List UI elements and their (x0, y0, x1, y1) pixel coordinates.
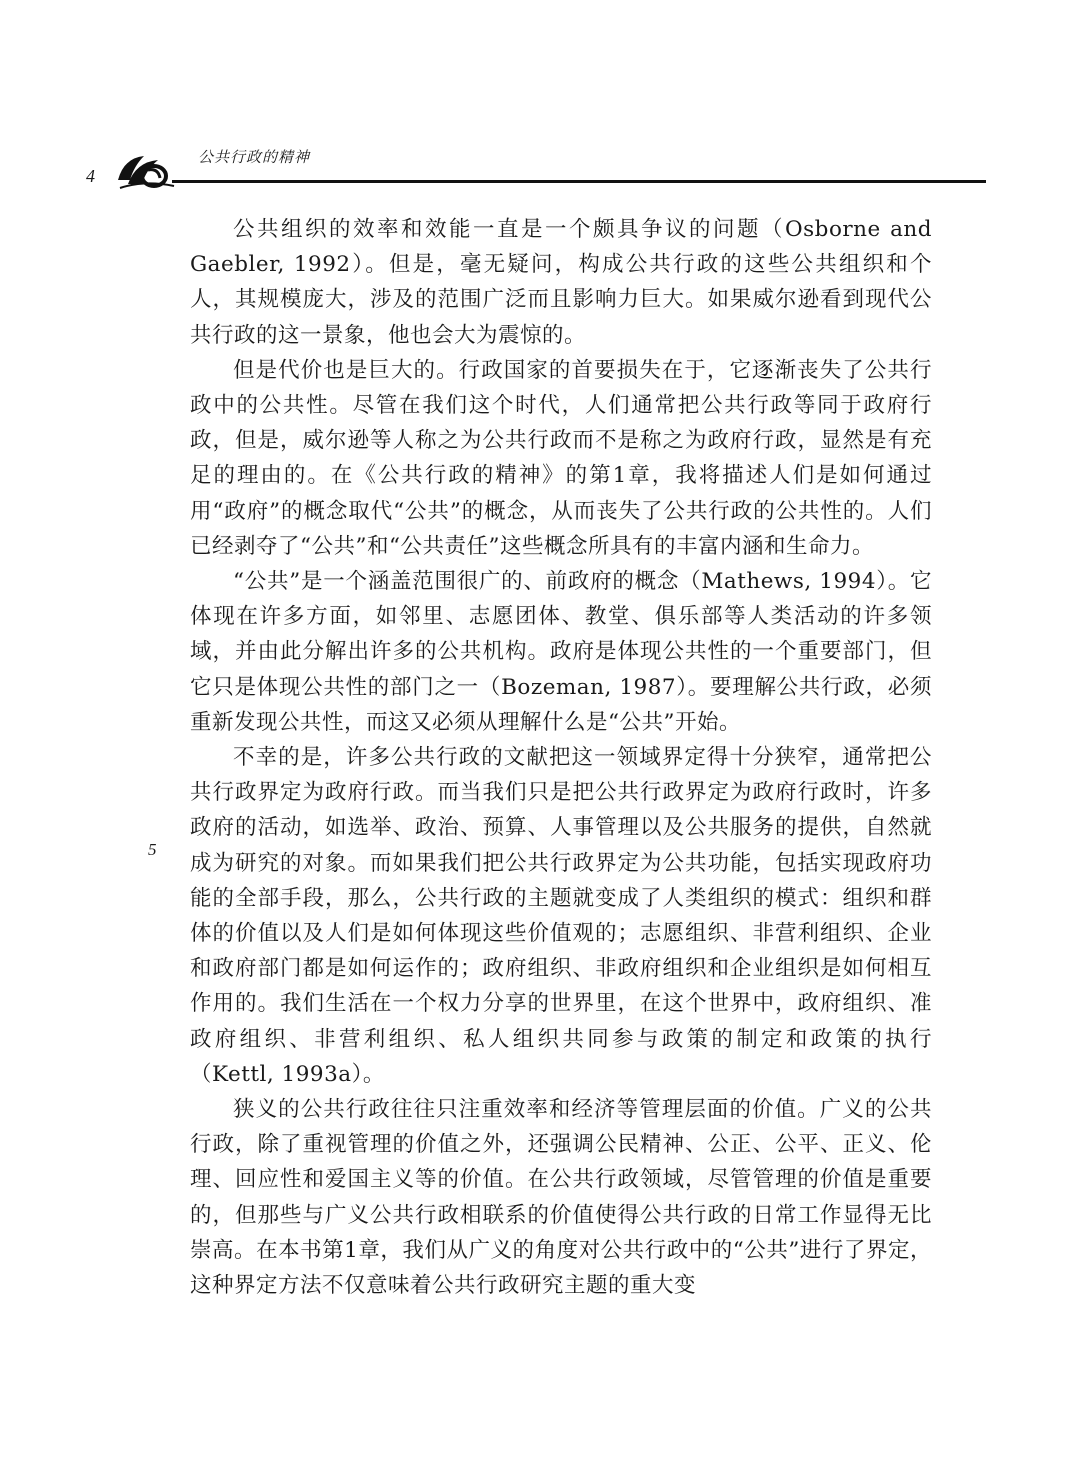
page-header (86, 140, 986, 192)
paragraph: 狭义的公共行政往往只注重效率和经济等管理层面的价值。广义的公共行政，除了重视管理的价值之外，还强调公民精神、公正、公平、正义、伦理、回应性和爱国主义等的价值。在公共行政领域，尽管管理的价值是重要的，但那些与广义公共行政相联系的价值使得公共行政的日常工作显得无比崇高。在本书第1章，我们从广义的角度对公共行政中的“公共”进行了界定，这种界定方法不仅意味着公共行政研究主题的重大变 (190, 1097, 932, 1299)
running-title: 公共行政的精神 (198, 148, 311, 166)
paragraph: 不幸的是，许多公共行政的文献把这一领域界定得十分狭窄，通常把公共行政界定为政府行政。而当我们只是把公共行政界定为政府行政时，许多政府的活动，如选举、政治、预算、人事管理以及公共服务的提供，自然就成为研究的对象。而如果我们把公共行政界定为公共功能，包括实现政府功能的全部手段，那么，公共行政的主题就变成了人类组织的模式：组织和群体的价值以及人们是如何体现这些价值观的；志愿组织、非营利组织、企业和政府部门都是如何运作的；政府组织、非政府组织和企业组织是如何相互作用的。我们生活在一个权力分享的世界里，在这个世界中，政府组织、准政府组织、非营利组织、私人组织共同参与政策的制定和政策的执行（Kettl, 1993a）。 (190, 745, 932, 1087)
body-text (190, 212, 932, 1303)
publisher-logo-icon (114, 150, 176, 192)
page-number: 4 (86, 166, 95, 186)
paragraph: 公共组织的效率和效能一直是一个颇具争议的问题（Osborne and Gaebler, 1992）。但是，毫无疑问，构成公共行政的这些公共组织和个人，其规模庞大，涉及的范围广泛而且影响力巨大。如果威尔逊看到现代公共行政的这一景象，他也会大为震惊的。 (190, 217, 932, 348)
paragraph: 但是代价也是巨大的。行政国家的首要损失在于，它逐渐丧失了公共行政中的公共性。尽管在我们这个时代，人们通常把公共行政等同于政府行政，但是，威尔逊等人称之为公共行政而不是称之为政府行政，显然是有充足的理由的。在《公共行政的精神》的第1章，我将描述人们是如何通过用“政府”的概念取代“公共”的概念，从而丧失了公共行政的公共性的。人们已经剥夺了“公共”和“公共责任”这些概念所具有的丰富内涵和生命力。 (190, 357, 932, 559)
paragraph: “公共”是一个涵盖范围很广的、前政府的概念（Mathews, 1994）。它体现在许多方面，如邻里、志愿团体、教堂、俱乐部等人类活动的许多领域，并由此分解出许多的公共机构。政府是体现公共性的一个重要部门，但它只是体现公共性的部门之一（Bozeman, 1987）。要理解公共行政，必须重新发现公共性，而这又必须从理解什么是“公共”开始。 (190, 569, 932, 735)
header-rule (172, 180, 986, 183)
margin-line-number: 5 (148, 840, 157, 859)
